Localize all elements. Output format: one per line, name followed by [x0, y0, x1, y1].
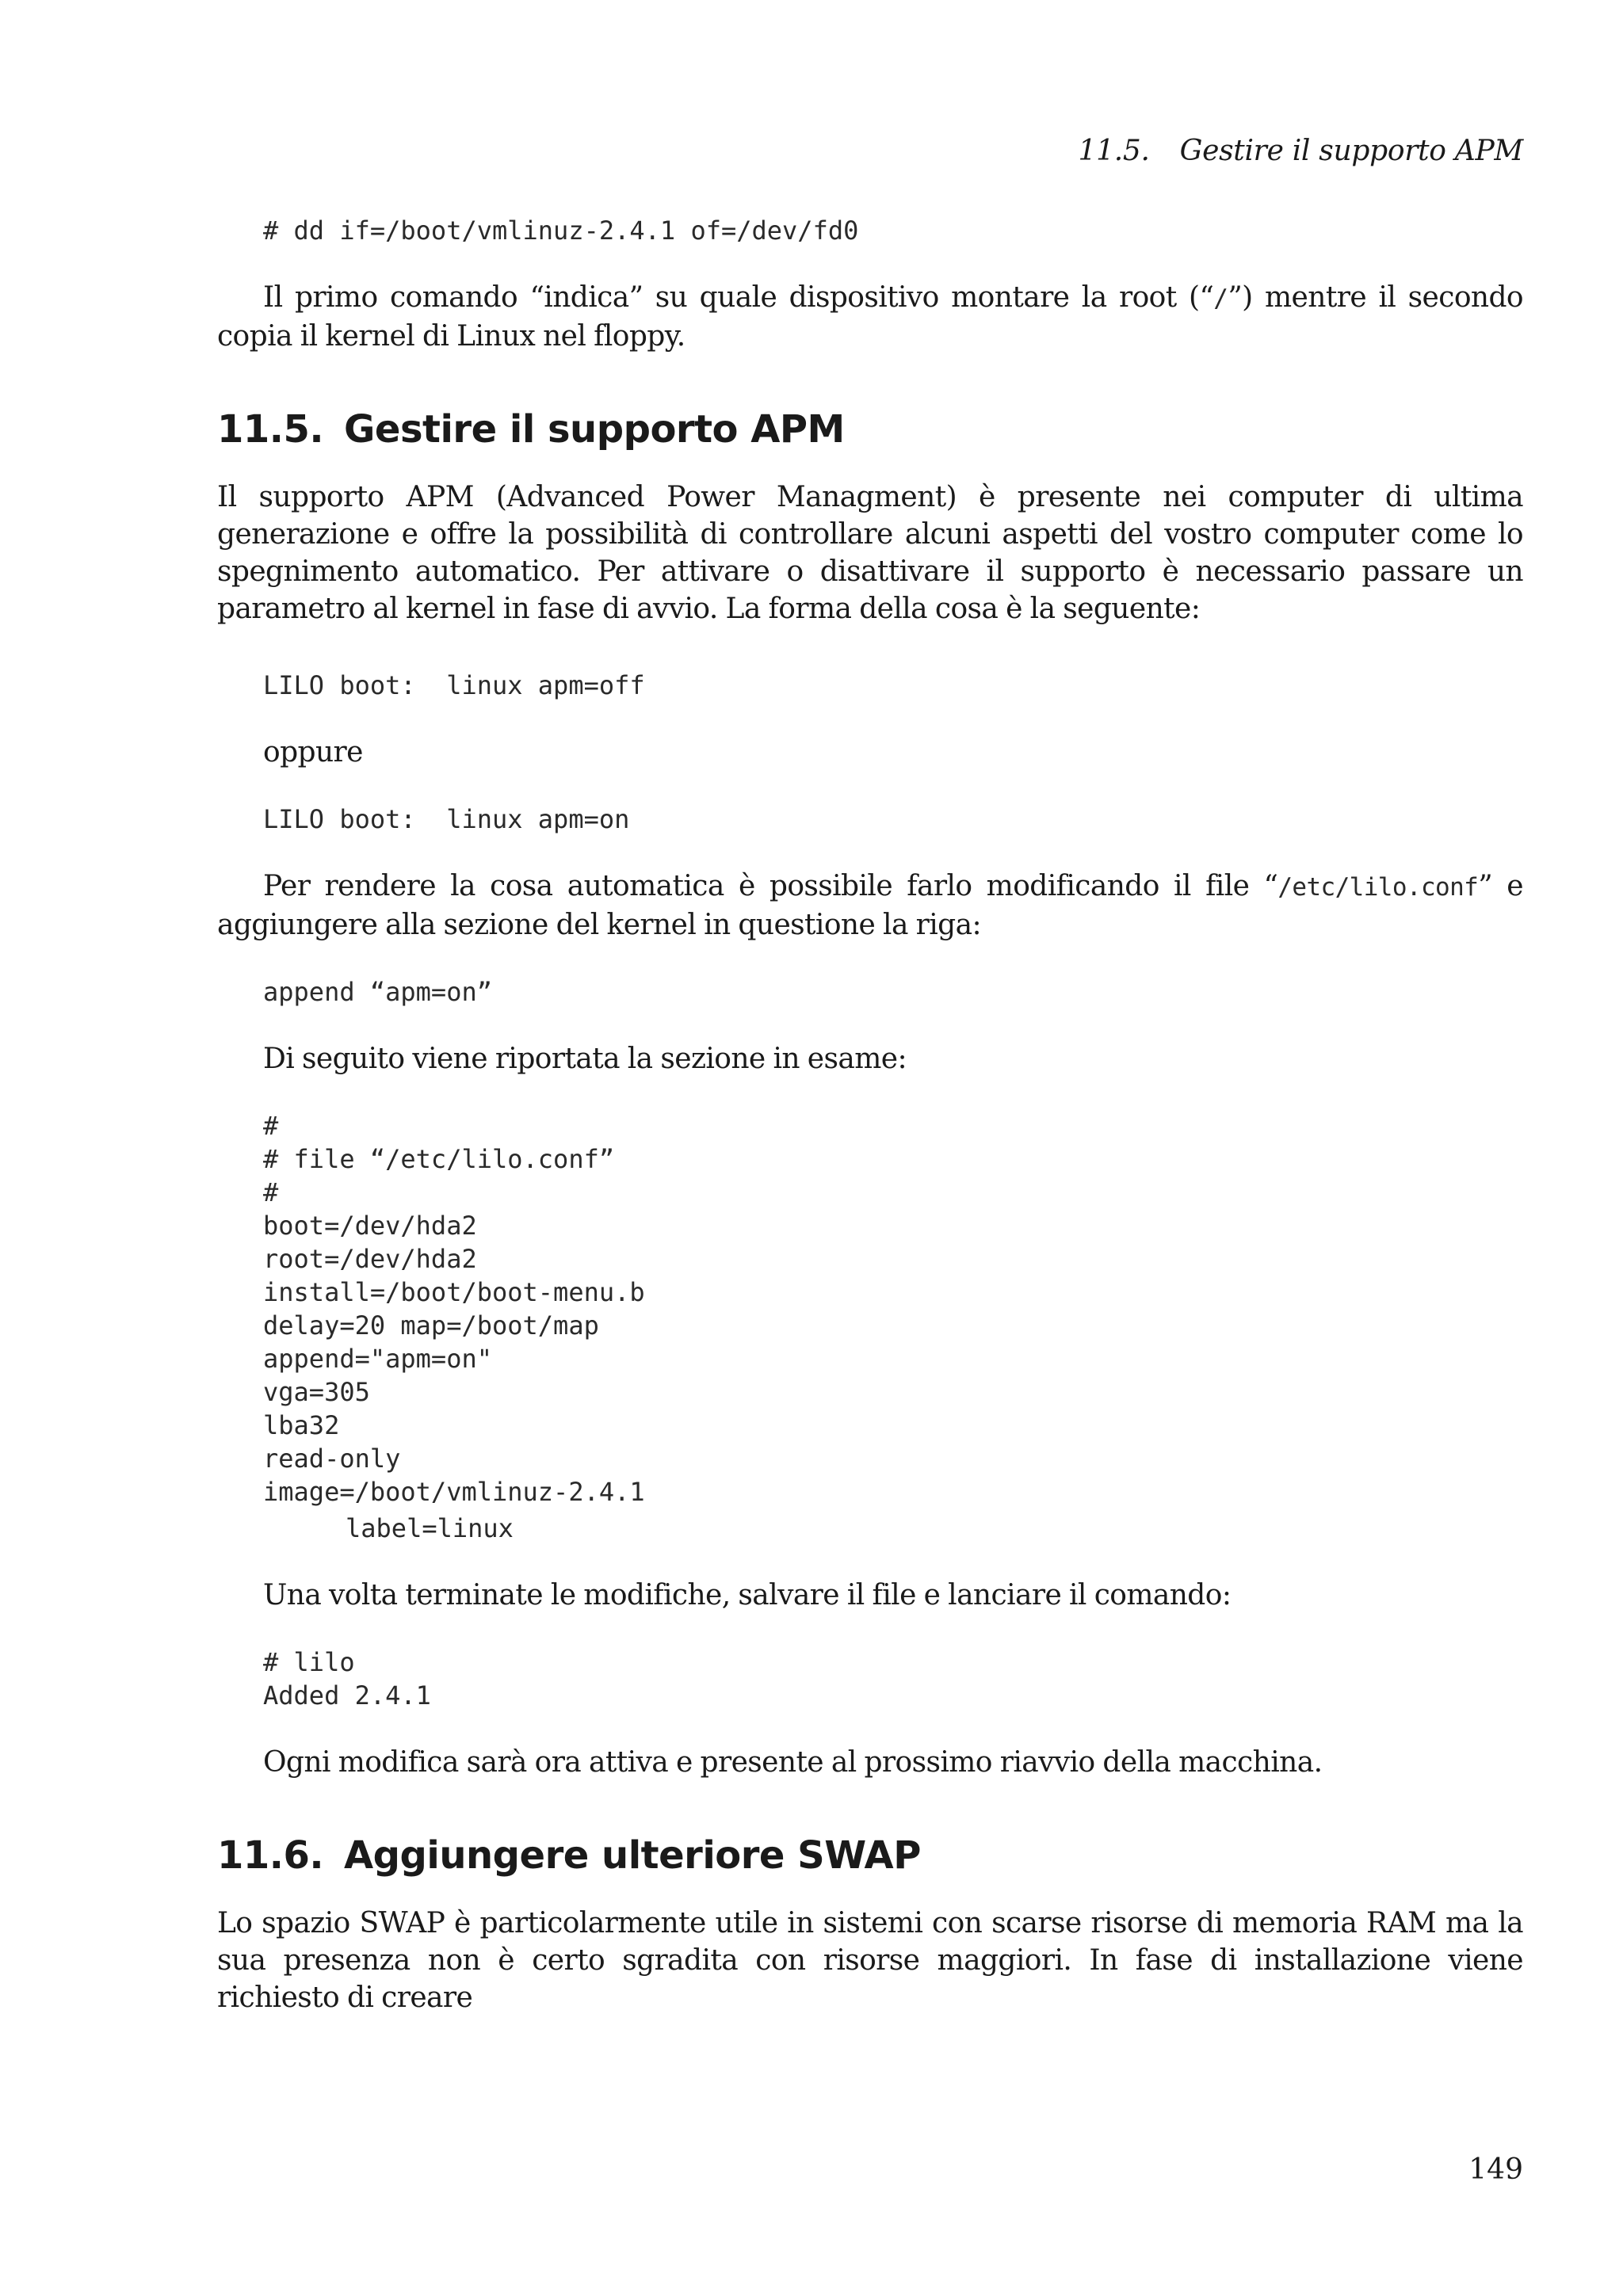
code-line: Added 2.4.1 — [263, 1680, 431, 1711]
code-line: # — [263, 1111, 279, 1141]
paragraph-section-example: Di seguito viene riportata la sezione in esame: — [263, 1043, 907, 1075]
running-header — [1079, 135, 1523, 167]
code-line: image=/boot/vmlinuz-2.4.1 — [263, 1477, 645, 1507]
inline-code-lilo-conf: /etc/lilo.conf — [1277, 873, 1479, 902]
code-lilo-conf-file — [263, 1109, 1523, 1545]
code-lilo-run — [263, 1646, 1523, 1712]
code-line: # lilo — [263, 1647, 355, 1677]
section-number: 11.5. — [217, 407, 324, 452]
section-heading-11-5 — [217, 407, 1523, 452]
paragraph-oppure: oppure — [263, 736, 363, 769]
code-line: lba32 — [263, 1410, 340, 1440]
code-line: boot=/dev/hda2 — [263, 1211, 477, 1241]
section-number: 11.6. — [217, 1833, 324, 1878]
code-line: root=/dev/hda2 — [263, 1244, 477, 1274]
page-content — [217, 214, 1523, 2016]
paragraph-lilo-conf — [217, 868, 1523, 944]
code-line: read-only — [263, 1444, 401, 1474]
paragraph-swap-intro: Lo spazio SWAP è particolarmente utile in sistemi con scarse risorse di memoria RAM ma la sua presenza non è certo sgradita con risorse maggiori. In fase di installazione viene richiesto di creare — [217, 1907, 1523, 2014]
code-line: # — [263, 1177, 279, 1207]
paragraph-apm-intro: Il supporto APM (Advanced Power Managment) è presente nei computer di ultima generazione e offre la possibilità di controllare alcuni aspetti del vostro computer come lo spegnimento automatico. Per attivare o disattivare il supporto è necessario passare un parametro al kernel in fase di avvio. La forma della cosa è la seguente: — [217, 481, 1523, 625]
paragraph-lilo-conf-text-b: ” e aggiungere alla sezione del kernel in questione la riga: — [217, 870, 1523, 941]
code-line: delay=20 map=/boot/map — [263, 1310, 599, 1341]
code-lilo-apm-off: LILO boot: linux apm=off — [263, 670, 645, 700]
section-title: Gestire il supporto APM — [344, 407, 845, 452]
paragraph-root-device-text-a: Il primo comando “indica” su quale dispositivo montare la root (“ — [263, 281, 1214, 314]
code-line: vga=305 — [263, 1377, 370, 1407]
code-append-line: append “apm=on” — [263, 977, 492, 1007]
running-header-number: 11.5. — [1078, 135, 1150, 167]
code-line: append="apm=on" — [263, 1344, 492, 1374]
paragraph-run-command: Una volta terminate le modifiche, salvare il file e lanciare il comando: — [263, 1579, 1232, 1611]
running-header-title: Gestire il supporto APM — [1179, 135, 1523, 167]
code-line-label: label=linux — [346, 1513, 514, 1543]
section-heading-11-6 — [217, 1833, 1523, 1878]
code-line: # file “/etc/lilo.conf” — [263, 1144, 615, 1174]
paragraph-changes-active: Ogni modifica sarà ora attiva e presente al prossimo riavvio della macchina. — [263, 1746, 1323, 1779]
code-dd-command: # dd if=/boot/vmlinuz-2.4.1 of=/dev/fd0 — [263, 215, 859, 246]
paragraph-root-device — [217, 279, 1523, 355]
code-lilo-apm-on: LILO boot: linux apm=on — [263, 804, 630, 834]
paragraph-lilo-conf-text-a: Per rendere la cosa automatica è possibile farlo modificando il file “ — [263, 870, 1278, 902]
paragraph-root-device-text-b: ”) mentre il secondo copia il kernel di Linux nel floppy. — [217, 281, 1524, 353]
section-title: Aggiungere ulteriore SWAP — [344, 1833, 921, 1878]
code-line: install=/boot/boot-menu.b — [263, 1277, 645, 1307]
page-number: 149 — [1468, 2153, 1523, 2186]
inline-code-root: / — [1213, 284, 1228, 313]
